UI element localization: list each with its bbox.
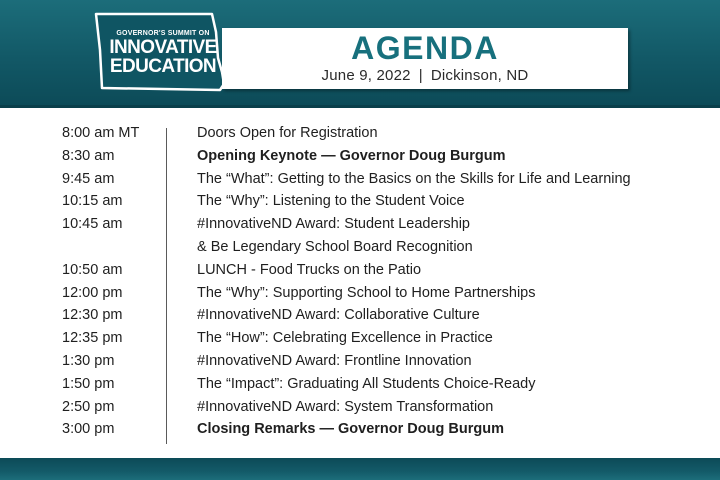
agenda-event: The “How”: Celebrating Excellence in Practice — [197, 330, 493, 347]
agenda-time: 12:30 pm — [62, 307, 123, 324]
event-location: Dickinson, ND — [430, 67, 529, 84]
agenda-row — [0, 148, 720, 171]
agenda-row — [0, 421, 720, 444]
agenda-event: Opening Keynote — Governor Doug Burgum — [197, 147, 506, 164]
agenda-row — [0, 193, 720, 216]
event-date: June 9, 2022 — [321, 67, 411, 84]
logo-word-innovative: INNOVATIVE — [109, 36, 217, 58]
agenda-row — [0, 216, 720, 239]
agenda-event: LUNCH - Food Trucks on the Patio — [197, 261, 422, 278]
agenda-time: 8:30 am — [62, 147, 115, 164]
event-subtitle — [222, 66, 628, 86]
agenda-event: #InnovativeND Award: System Transformation — [197, 398, 494, 415]
agenda-event: The “Why”: Listening to the Student Voice — [197, 193, 465, 210]
agenda-event: #InnovativeND Award: Collaborative Culture — [197, 307, 480, 324]
agenda-event: Doors Open for Registration — [197, 125, 378, 141]
agenda-row — [0, 376, 720, 399]
agenda-row — [0, 125, 720, 148]
agenda-row — [0, 239, 720, 262]
agenda-event: & Be Legendary School Board Recognition — [197, 239, 473, 255]
agenda-event: The “What”: Getting to the Basics on the Skills for Life and Learning — [197, 170, 631, 187]
agenda-time: 12:00 pm — [62, 284, 123, 301]
summit-logo — [92, 10, 234, 95]
agenda-time: 10:50 am — [62, 261, 123, 278]
agenda-time: 3:00 pm — [62, 421, 115, 438]
agenda-row — [0, 307, 720, 330]
footer-band — [0, 458, 720, 480]
agenda-row — [0, 171, 720, 194]
logo-tagline: GOVERNOR'S SUMMIT ON — [116, 29, 210, 37]
agenda-time: 9:45 am — [62, 170, 115, 187]
agenda-time: 1:30 pm — [62, 353, 115, 369]
agenda-time: 10:45 am — [62, 216, 123, 233]
agenda-row — [0, 330, 720, 353]
agenda-row — [0, 285, 720, 308]
agenda-time: 1:50 pm — [62, 375, 115, 392]
agenda-time: 12:35 pm — [62, 330, 123, 347]
title-box — [222, 28, 628, 89]
agenda-row — [0, 399, 720, 422]
agenda-row — [0, 353, 720, 376]
agenda-time: 8:00 am MT — [62, 125, 140, 141]
agenda-row — [0, 262, 720, 285]
logo-word-education: EDUCATION — [109, 55, 217, 77]
agenda-time: 2:50 pm — [62, 398, 115, 415]
agenda-event: The “Impact”: Graduating All Students Choice-Ready — [197, 375, 536, 392]
agenda-event: #InnovativeND Award: Frontline Innovation — [197, 353, 472, 369]
page-title: AGENDA — [351, 30, 499, 66]
agenda-event: #InnovativeND Award: Student Leadership — [197, 216, 470, 233]
agenda-event: The “Why”: Supporting School to Home Partnerships — [197, 284, 536, 301]
agenda-event: Closing Remarks — Governor Doug Burgum — [197, 421, 504, 438]
header-banner — [0, 0, 720, 108]
subtitle-separator: | — [418, 67, 423, 84]
agenda-time: 10:15 am — [62, 193, 123, 210]
